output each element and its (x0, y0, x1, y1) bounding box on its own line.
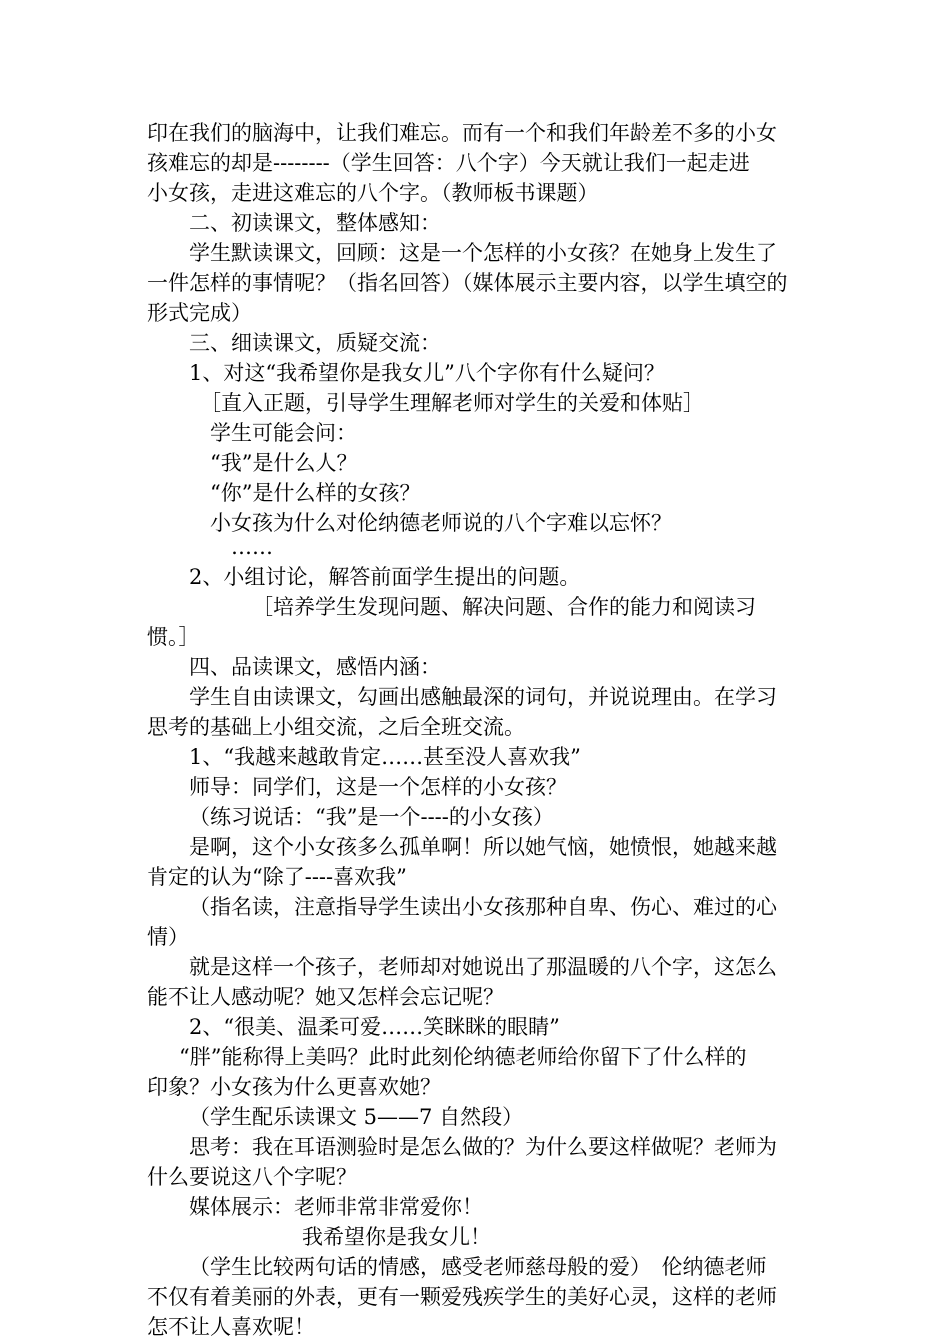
text-line: 师导：同学们，这是一个怎样的小女孩？ (189, 775, 567, 799)
text-line: （指名读，注意指导学生读出小女孩那种自卑、伤心、难过的心 (189, 895, 777, 919)
text-line: 小女孩，走进这难忘的八个字。（教师板书课题） (147, 181, 599, 205)
text-line: ［培养学生发现问题、解决问题、合作的能力和阅读习 (252, 595, 756, 619)
text-line: 能不让人感动呢？她又怎样会忘记呢？ (147, 985, 504, 1009)
text-line: “我”是什么人？ (210, 451, 358, 475)
text-line: 小女孩为什么对伦纳德老师说的八个字难以忘怀？ (210, 511, 672, 535)
text-line: 我希望你是我女儿！ (302, 1225, 491, 1249)
text-line: 惯。］ (147, 625, 200, 649)
text-line: 情） (147, 925, 189, 949)
text-line: 思考的基础上小组交流，之后全班交流。 (147, 715, 525, 739)
text-line: 就是这样一个孩子，老师却对她说出了那温暖的八个字，这怎么 (189, 955, 777, 979)
text-line: 印象？小女孩为什么更喜欢她？ (147, 1075, 441, 1099)
text-line: 2、“很美、温柔可爱……笑眯眯的眼睛” (189, 1015, 560, 1039)
text-line: 学生自由读课文，勾画出感触最深的词句，并说说理由。在学习 (189, 685, 777, 709)
section-heading: 二、初读课文，整体感知： (189, 211, 441, 235)
text-line: 形式完成） (147, 301, 252, 325)
text-line: …… (231, 535, 273, 559)
text-line: “胖”能称得上美吗？此时此刻伦纳德老师给你留下了什么样的 (179, 1045, 747, 1069)
text-line: 1、“我越来越敢肯定……甚至没人喜欢我” (189, 745, 581, 769)
text-line: 不仅有着美丽的外表，更有一颗爱残疾学生的美好心灵，这样的老师 (147, 1285, 777, 1309)
text-line: 学生可能会问： (210, 421, 357, 445)
text-line: “你”是什么样的女孩？ (210, 481, 421, 505)
text-line: 1、对这“我希望你是我女儿”八个字你有什么疑问？ (189, 361, 665, 385)
text-line: （学生配乐读课文 5——7 自然段） (189, 1105, 524, 1129)
text-line: 媒体展示：老师非常非常爱你！ (189, 1195, 483, 1219)
text-line: （练习说话：“我”是一个----的小女孩） (189, 805, 554, 829)
section-heading: 三、细读课文，质疑交流： (189, 331, 441, 355)
section-heading: 四、品读课文，感悟内涵： (189, 655, 441, 679)
text-line: 一件怎样的事情呢？（指名回答）（媒体展示主要内容，以学生填空的 (147, 271, 788, 295)
text-line: （学生比较两句话的情感，感受老师慈母般的爱） 伦纳德老师 (189, 1255, 767, 1279)
text-line: 孩难忘的却是--------（学生回答：八个字）今天就让我们一起走进 (147, 151, 750, 175)
text-line: 什么要说这八个字呢？ (147, 1165, 357, 1189)
text-line: 2、小组讨论，解答前面学生提出的问题。 (189, 565, 581, 589)
text-line: 怎不让人喜欢呢！ (147, 1315, 315, 1339)
text-line: ［直入正题，引导学生理解老师对学生的关爱和体贴］ (200, 391, 704, 415)
text-line: 学生默读课文，回顾：这是一个怎样的小女孩？在她身上发生了 (189, 241, 777, 265)
text-line: 是啊，这个小女孩多么孤单啊！所以她气恼，她愤恨，她越来越 (189, 835, 777, 859)
text-line: 印在我们的脑海中，让我们难忘。而有一个和我们年龄差不多的小女 (147, 121, 777, 145)
text-line: 肯定的认为“除了----喜欢我” (147, 865, 407, 889)
text-line: 思考：我在耳语测验时是怎么做的？为什么要这样做呢？老师为 (189, 1135, 777, 1159)
